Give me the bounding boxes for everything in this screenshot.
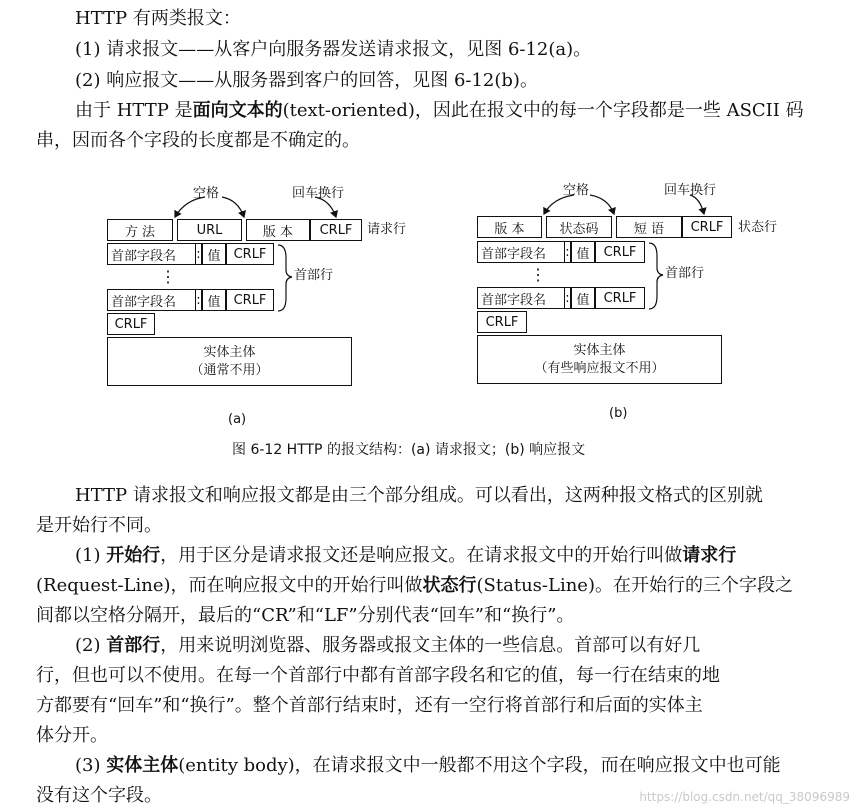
field-status-code: 状态码	[546, 216, 612, 238]
header-crlf-a-2: CRLF	[226, 289, 274, 311]
p4-line-1-rest: (entity body)，在请求报文中一般都不用这个字段，而在响应报文中也可能	[178, 755, 781, 776]
p2-line-3: 间都以空格分隔开，最后的“CR”和“LF”分别代表“回车”和“换行”。	[36, 605, 575, 626]
field-version-b: 版 本	[477, 216, 542, 238]
field-method: 方 法	[107, 219, 173, 241]
term-text-oriented: 面向文本的	[192, 100, 283, 121]
field-crlf-b: CRLF	[682, 216, 732, 238]
caption-b: (b)	[609, 406, 628, 421]
figure-caption: 图 6-12 HTTP 的报文结构：(a) 请求报文；(b) 响应报文	[232, 442, 586, 458]
vdots-b: ⋮	[530, 265, 546, 284]
p1-line-2: 是开始行不同。	[36, 515, 162, 536]
entity-body-b-title: 实体主体	[573, 342, 626, 358]
header-lines-label-b: 首部行	[665, 266, 705, 281]
header-value-b-1: 值	[571, 241, 595, 263]
p2-line-2	[36, 575, 793, 597]
p4-num: (3)	[75, 755, 107, 776]
intro-line-4-c: (text-oriented)，因此在报文中的每一个字段都是一些 ASCII 码	[282, 100, 804, 121]
intro-line-1: HTTP 有两类报文：	[75, 8, 241, 29]
term-entity-body: 实体主体	[106, 755, 179, 776]
space-arrow-b-1	[544, 195, 574, 214]
header-colon-b-1: :	[565, 241, 571, 263]
header-colon-a-2: :	[196, 289, 202, 311]
empty-line-crlf-b: CRLF	[477, 311, 527, 333]
space-arrow-a-1	[175, 197, 205, 217]
entity-body-a-title: 实体主体	[203, 344, 256, 360]
space-arrow-a-2	[222, 197, 244, 217]
p4-line-1	[75, 755, 781, 777]
space-label-a: 空格	[193, 186, 220, 201]
field-version-a: 版 本	[246, 219, 310, 241]
header-brace-b	[649, 243, 663, 309]
field-phrase: 短 语	[616, 216, 682, 238]
empty-line-crlf-a: CRLF	[107, 313, 155, 335]
p3-line-2: 行，但也可以不使用。在每一个首部行中都有首部字段名和它的值，每一行在结束的地	[36, 665, 720, 686]
space-label-b: 空格	[563, 183, 590, 198]
header-value-a-1: 值	[202, 243, 226, 265]
p2-num: (1)	[75, 545, 107, 566]
header-value-a-2: 值	[202, 289, 226, 311]
header-name-b-1: 首部字段名	[477, 241, 565, 263]
space-arrow-b-2	[590, 195, 614, 214]
field-crlf-a: CRLF	[310, 219, 362, 241]
term-start-line: 开始行	[106, 545, 161, 566]
field-url: URL	[177, 219, 242, 241]
term-request-line: 请求行	[682, 545, 737, 566]
header-colon-a-1: :	[196, 243, 202, 265]
intro-line-5: 串，因而各个字段的长度都是不确定的。	[36, 130, 360, 151]
p2-line-2-a: (Request-Line)，而在响应报文中的开始行叫做	[36, 575, 423, 596]
p2-line-1-rest: ，用于区分是请求报文还是响应报文。在请求报文中的开始行叫做	[160, 545, 683, 566]
entity-body-b-note: （有些响应报文不用）	[534, 360, 665, 376]
p3-line-4: 体分开。	[36, 725, 108, 746]
p3-line-3: 方都要有“回车”和“换行”。整个首部行结束时，还有一空行将首部行和后面的实体主	[36, 695, 703, 716]
header-colon-b-2: :	[565, 287, 571, 309]
caption-a: (a)	[228, 412, 247, 427]
p3-num: (2)	[75, 635, 107, 656]
header-crlf-b-1: CRLF	[595, 241, 645, 263]
header-brace-a	[278, 245, 292, 311]
intro-line-2: (1) 请求报文——从客户向服务器发送请求报文，见图 6-12(a)。	[75, 39, 592, 60]
term-status-line: 状态行	[422, 575, 477, 596]
crlf-label-a: 回车换行	[292, 186, 345, 201]
header-crlf-b-2: CRLF	[595, 287, 645, 309]
header-lines-label-a: 首部行	[294, 268, 334, 283]
request-line-label: 请求行	[367, 222, 407, 237]
p3-line-1-rest: ，用来说明浏览器、服务器或报文主体的一些信息。首部可以有好几	[160, 635, 701, 656]
vdots-a: ⋮	[160, 267, 176, 286]
term-header-lines: 首部行	[106, 635, 161, 656]
status-line-label: 状态行	[738, 220, 778, 235]
header-name-a-2: 首部字段名	[107, 289, 196, 311]
p3-line-1	[75, 635, 700, 657]
watermark: https://blog.csdn.net/qq_38096989	[639, 790, 850, 804]
p2-line-1	[75, 545, 736, 567]
header-name-b-2: 首部字段名	[477, 287, 565, 309]
crlf-label-b: 回车换行	[664, 183, 717, 198]
p1-line-1: HTTP 请求报文和响应报文都是由三个部分组成。可以看出，这两种报文格式的区别就	[75, 485, 763, 506]
p4-line-2: 没有这个字段。	[36, 785, 162, 806]
crlf-arrow-a	[315, 197, 336, 217]
header-value-b-2: 值	[571, 287, 595, 309]
crlf-arrow-b	[690, 195, 704, 214]
entity-body-a-note: （通常不用）	[190, 362, 269, 378]
p2-line-2-b: (Status-Line)。在开始行的三个字段之	[476, 575, 793, 596]
header-crlf-a-1: CRLF	[226, 243, 274, 265]
intro-line-3: (2) 响应报文——从服务器到客户的回答，见图 6-12(b)。	[75, 70, 538, 91]
intro-line-4-a: 由于 HTTP 是	[75, 100, 193, 121]
header-name-a-1: 首部字段名	[107, 243, 196, 265]
